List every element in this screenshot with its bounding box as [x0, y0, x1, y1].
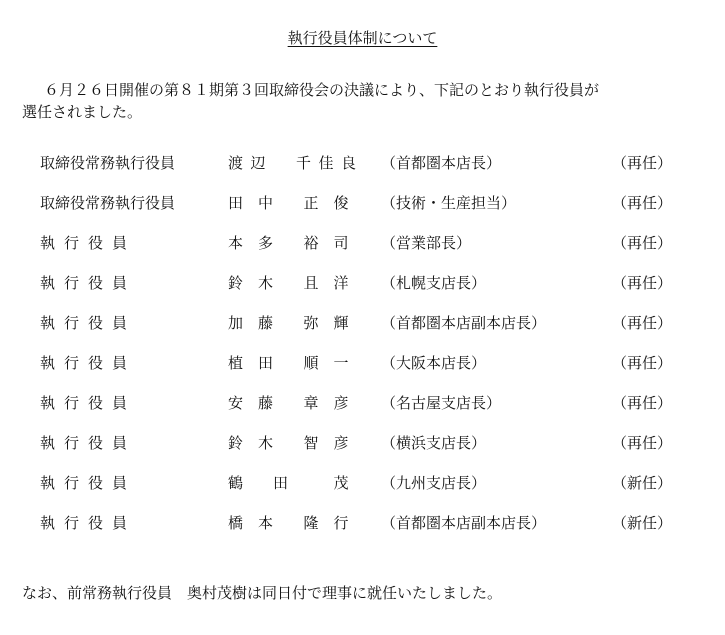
officer-given-name: 裕 司 [296, 234, 349, 252]
officer-row [0, 192, 725, 232]
officer-surname: 植 田 [228, 354, 274, 372]
officer-row [0, 472, 725, 512]
officer-status: （再任） [612, 194, 673, 212]
officer-surname: 本 多 [228, 234, 274, 252]
officer-department: （大阪本店長） [381, 354, 487, 372]
officer-department: （横浜支店長） [381, 434, 487, 452]
footer-note: なお、前常務執行役員 奥村茂樹は同日付で理事に就任いたしました。 [22, 584, 503, 602]
officer-title: 執行役員 [40, 394, 137, 412]
officer-department: （首都圏本店副本店長） [381, 514, 547, 532]
officer-status: （再任） [612, 274, 673, 292]
officer-status: （新任） [612, 474, 673, 492]
officer-title: 執行役員 [40, 474, 137, 492]
officer-row [0, 512, 725, 552]
officer-row [0, 432, 725, 472]
officer-department: （営業部長） [381, 234, 472, 252]
officer-given-name: 章 彦 [296, 394, 349, 412]
officer-status: （再任） [612, 154, 673, 172]
officer-title: 執行役員 [40, 314, 137, 332]
officer-given-name: 弥 輝 [296, 314, 349, 332]
officer-row [0, 352, 725, 392]
officer-row [0, 232, 725, 272]
officer-department: （首都圏本店副本店長） [381, 314, 547, 332]
officer-row [0, 272, 725, 312]
officer-surname: 田 中 [228, 194, 274, 212]
officer-status: （再任） [612, 394, 673, 412]
document-title-text: 執行役員体制について [287, 29, 438, 47]
officer-given-name: 智 彦 [296, 434, 349, 452]
officer-given-name: 順 一 [296, 354, 349, 372]
officer-surname: 鈴 木 [228, 274, 274, 292]
officer-row [0, 392, 725, 432]
officer-row [0, 152, 725, 192]
officer-surname: 渡 辺 [228, 154, 266, 172]
officer-title: 執行役員 [40, 274, 137, 292]
officer-surname: 鶴 田 [228, 474, 289, 492]
officer-status: （再任） [612, 354, 673, 372]
officer-given-name: 茂 [296, 474, 349, 492]
officer-given-name: 隆 行 [296, 514, 349, 532]
officer-department: （名古屋支店長） [381, 394, 502, 412]
officer-title: 執行役員 [40, 434, 137, 452]
officer-title: 取締役常務執行役員 [40, 154, 176, 172]
officer-status: （再任） [612, 314, 673, 332]
officer-given-name: 千 佳 良 [296, 154, 357, 172]
intro-paragraph [22, 79, 672, 123]
intro-line-1: ６月２６日開催の第８１期第３回取締役会の決議により、下記のとおり執行役員が [44, 81, 600, 99]
officer-department: （九州支店長） [381, 474, 487, 492]
officer-title: 執行役員 [40, 234, 137, 252]
document-title [0, 27, 725, 48]
officer-given-name: 且 洋 [296, 274, 349, 292]
officer-title: 執行役員 [40, 514, 137, 532]
officer-department: （札幌支店長） [381, 274, 487, 292]
officer-status: （再任） [612, 234, 673, 252]
officer-row [0, 312, 725, 352]
officer-list [0, 152, 725, 552]
officer-status: （再任） [612, 434, 673, 452]
officer-given-name: 正 俊 [296, 194, 349, 212]
officer-surname: 橋 本 [228, 514, 274, 532]
officer-department: （首都圏本店長） [381, 154, 502, 172]
officer-surname: 安 藤 [228, 394, 274, 412]
officer-title: 取締役常務執行役員 [40, 194, 176, 212]
intro-line-2: 選任されました。 [22, 103, 143, 121]
officer-status: （新任） [612, 514, 673, 532]
officer-surname: 鈴 木 [228, 434, 274, 452]
officer-department: （技術・生産担当） [381, 194, 517, 212]
officer-surname: 加 藤 [228, 314, 274, 332]
officer-title: 執行役員 [40, 354, 137, 372]
